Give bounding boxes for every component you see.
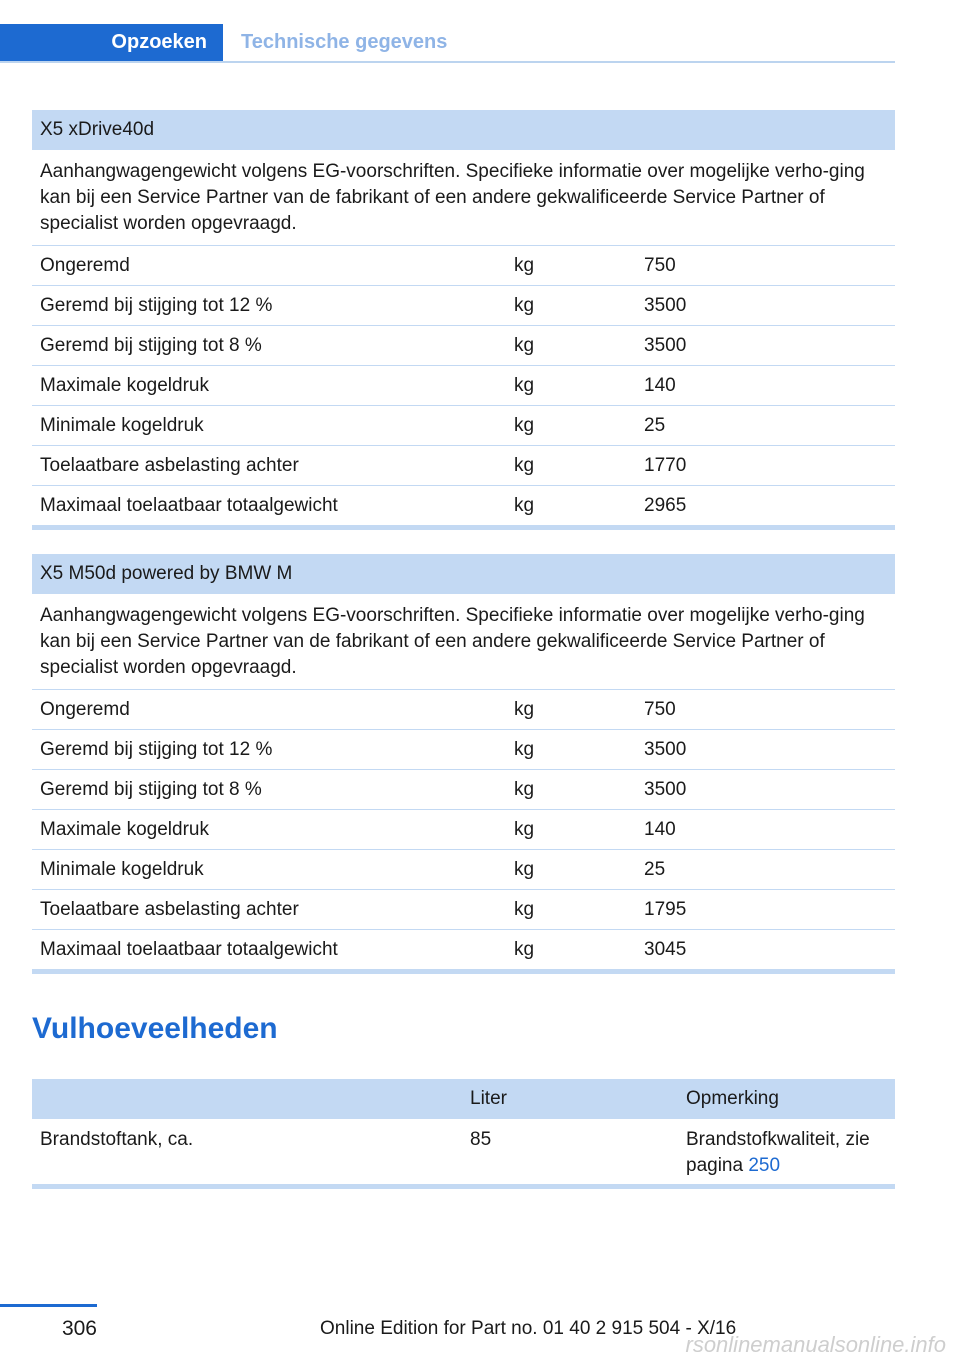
row-value: 3500 bbox=[644, 334, 687, 356]
row-value: 1770 bbox=[644, 454, 687, 476]
table-row bbox=[32, 690, 895, 730]
row-value: 3045 bbox=[644, 938, 687, 960]
row-value: 3500 bbox=[644, 778, 687, 800]
row-label: Maximaal toelaatbaar totaalgewicht bbox=[40, 494, 338, 516]
table-row bbox=[32, 366, 895, 406]
row-unit: kg bbox=[514, 858, 535, 880]
row-unit: kg bbox=[514, 454, 535, 476]
table-description: Aanhangwagengewicht volgens EG-voorschriften. Specifieke informatie over mogelijke verho-ging kan bij een Service Partner van de fabrikant of een andere gekwalificeerde Service Partner of specialist worden opgevraagd. bbox=[32, 150, 895, 246]
table-row bbox=[32, 890, 895, 930]
row-unit: kg bbox=[514, 938, 535, 960]
table-row bbox=[32, 730, 895, 770]
row-label: Geremd bij stijging tot 8 % bbox=[40, 334, 262, 356]
row-unit: kg bbox=[514, 494, 535, 516]
row-value: 140 bbox=[644, 374, 676, 396]
row-unit: kg bbox=[514, 254, 535, 276]
spec-table-xdrive40d bbox=[32, 110, 895, 530]
row-value: 750 bbox=[644, 254, 676, 276]
tab-technische-gegevens[interactable]: Technische gegevens bbox=[241, 31, 448, 53]
row-label: Maximaal toelaatbaar totaalgewicht bbox=[40, 938, 338, 960]
table-title: X5 xDrive40d bbox=[32, 110, 895, 150]
row-unit: kg bbox=[514, 374, 535, 396]
header-liter: Liter bbox=[470, 1088, 507, 1109]
row-label: Ongeremd bbox=[40, 254, 130, 276]
row-unit: kg bbox=[514, 698, 535, 720]
row-value: 2965 bbox=[644, 494, 687, 516]
edition-text: Online Edition for Part no. 01 40 2 915 504 - X/16 bbox=[320, 1318, 737, 1339]
row-value: 25 bbox=[644, 858, 666, 880]
row-value: 1795 bbox=[644, 898, 687, 920]
row-value: 25 bbox=[644, 414, 666, 436]
table-description: Aanhangwagengewicht volgens EG-voorschriften. Specifieke informatie over mogelijke verho-ging kan bij een Service Partner van de fabrikant of een andere gekwalificeerde Service Partner of specialist worden opgevraagd. bbox=[32, 594, 895, 690]
table-row bbox=[32, 850, 895, 890]
section-title-vulhoeveelheden: Vulhoeveelheden bbox=[32, 1012, 278, 1045]
row-unit: kg bbox=[514, 334, 535, 356]
table-row bbox=[32, 810, 895, 850]
fill-table bbox=[32, 1079, 895, 1189]
table-row bbox=[32, 246, 895, 286]
row-unit: kg bbox=[514, 898, 535, 920]
row-liter: 85 bbox=[470, 1129, 492, 1150]
table-row bbox=[32, 286, 895, 326]
row-unit: kg bbox=[514, 294, 535, 316]
row-label: Minimale kogeldruk bbox=[40, 414, 204, 436]
row-label: Brandstoftank, ca. bbox=[40, 1129, 194, 1150]
header-tabbar bbox=[0, 24, 895, 63]
spec-table-m50d bbox=[32, 554, 895, 974]
row-value: 3500 bbox=[644, 738, 687, 760]
table-row bbox=[32, 770, 895, 810]
row-unit: kg bbox=[514, 778, 535, 800]
row-label: Maximale kogeldruk bbox=[40, 374, 209, 396]
row-label: Toelaatbare asbelasting achter bbox=[40, 454, 299, 476]
table-row bbox=[32, 406, 895, 446]
row-unit: kg bbox=[514, 818, 535, 840]
row-label: Geremd bij stijging tot 12 % bbox=[40, 738, 273, 760]
row-remark bbox=[678, 1127, 895, 1184]
row-label: Toelaatbare asbelasting achter bbox=[40, 898, 299, 920]
page-number: 306 bbox=[61, 1317, 97, 1340]
row-label: Geremd bij stijging tot 12 % bbox=[40, 294, 273, 316]
row-label: Geremd bij stijging tot 8 % bbox=[40, 778, 262, 800]
row-label: Maximale kogeldruk bbox=[40, 818, 209, 840]
watermark: rsonlinemanualsonline.info bbox=[685, 1332, 946, 1357]
header-opmerking: Opmerking bbox=[686, 1088, 779, 1109]
row-label: Minimale kogeldruk bbox=[40, 858, 204, 880]
table-row bbox=[32, 930, 895, 974]
table-row bbox=[32, 486, 895, 530]
table-row bbox=[32, 1119, 895, 1189]
table-title: X5 M50d powered by BMW M bbox=[32, 554, 895, 594]
row-value: 140 bbox=[644, 818, 676, 840]
page-link-250[interactable]: 250 bbox=[748, 1155, 781, 1176]
fill-table-header bbox=[32, 1079, 895, 1119]
tab-opzoeken[interactable]: Opzoeken bbox=[0, 24, 223, 61]
row-unit: kg bbox=[514, 738, 535, 760]
table-row bbox=[32, 326, 895, 366]
row-value: 750 bbox=[644, 698, 676, 720]
remark-text: Brandstofkwaliteit, zie pagina bbox=[686, 1129, 870, 1176]
footer-line bbox=[0, 1304, 97, 1307]
row-value: 3500 bbox=[644, 294, 687, 316]
table-row bbox=[32, 446, 895, 486]
row-label: Ongeremd bbox=[40, 698, 130, 720]
row-unit: kg bbox=[514, 414, 535, 436]
